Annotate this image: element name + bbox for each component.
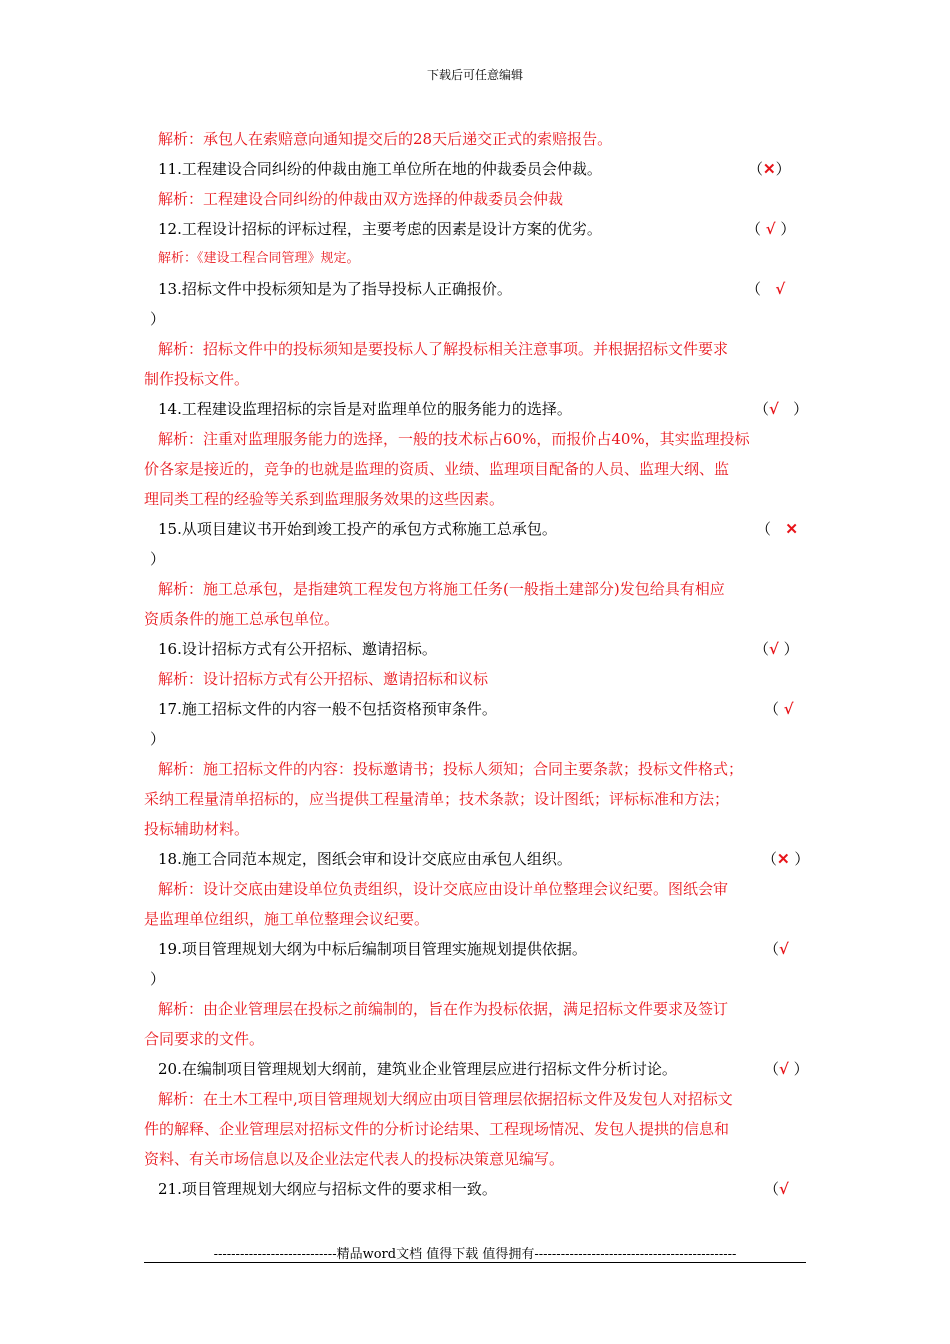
wrapped-paren-line: ）: [150, 550, 166, 568]
page-footer: ----------------------------精品word文档 值得下载 值得拥有----------------------------------------------: [213, 1247, 737, 1262]
mark-open-paren: （: [762, 850, 778, 868]
question-text: 17.施工招标文件的内容一般不包括资格预审条件。: [158, 700, 497, 718]
question-text: 12.工程设计招标的评标过程，主要考虑的因素是设计方案的优劣。: [158, 220, 602, 238]
page-header: 下载后可任意编辑: [426, 68, 523, 82]
question-text: 18.施工合同范本规定，图纸会审和设计交底应由承包人组织。: [158, 850, 572, 868]
question-text: 19.项目管理规划大纲为中标后编制项目管理实施规划提供依据。: [158, 940, 587, 958]
mark-close-paren: ）: [775, 220, 796, 238]
check-icon: √: [775, 280, 786, 298]
analysis-line: 价各家是接近的，竞争的也就是监理的资质、业绩、监理项目配备的人员、监理大纲、监: [144, 460, 730, 478]
answer-mark: [764, 1054, 809, 1084]
mark-open-paren: （: [746, 220, 766, 238]
analysis-line: 解析：《建设工程合同管理》规定。: [158, 251, 360, 266]
analysis-line: 解析：施工招标文件的内容：投标邀请书；投标人须知；合同主要条款；投标文件格式；: [158, 760, 744, 778]
question-text: 14.工程建设监理招标的宗旨是对监理单位的服务能力的选择。: [158, 400, 572, 418]
mark-close-paren: ）: [789, 850, 810, 868]
question-text: 16.设计招标方式有公开招标、邀请招标。: [158, 640, 437, 658]
question-line: [144, 154, 806, 184]
analysis-line: 是监理单位组织，施工单位整理会议纪要。: [144, 910, 430, 928]
question-line: [144, 214, 806, 244]
analysis-line: 合同要求的文件。: [144, 1030, 265, 1048]
question-text: 21.项目管理规划大纲应与招标文件的要求相一致。: [158, 1180, 497, 1198]
answer-mark: [754, 394, 808, 424]
answer-mark: [746, 214, 795, 244]
cross-icon: ✕: [777, 850, 790, 868]
question-line: [144, 634, 806, 664]
check-icon: √: [779, 1180, 789, 1198]
analysis-line: 解析：施工总承包，是指建筑工程发包方将施工任务(一般指土建部分)发包给具有相应: [158, 580, 725, 598]
answer-mark: [756, 514, 798, 544]
question-line: [144, 514, 806, 544]
check-icon: √: [783, 700, 794, 718]
mark-open-paren: （: [764, 940, 780, 958]
analysis-line: 解析：由企业管理层在投标之前编制的，旨在作为投标依据，满足招标文件要求及签订: [158, 1000, 729, 1018]
analysis-line: 理同类工程的经验等关系到监理服务效果的这些因素。: [144, 490, 505, 508]
answer-mark: [754, 634, 799, 664]
question-text: 11.工程建设合同纠纷的仲裁由施工单位所在地的仲裁委员会仲裁。: [158, 160, 602, 178]
answer-mark: [746, 274, 785, 304]
footer-divider: [144, 1262, 806, 1263]
mark-open-paren: （: [754, 640, 770, 658]
mark-close-paren: ）: [778, 400, 809, 418]
wrapped-paren-line: ）: [150, 970, 166, 988]
question-line: [144, 934, 806, 964]
mark-open-paren: （: [748, 160, 764, 178]
check-icon: √: [779, 940, 789, 958]
cross-icon: ✕: [785, 520, 798, 538]
answer-mark: [748, 154, 791, 184]
analysis-line: 投标辅助材料。: [144, 820, 250, 838]
mark-open-paren: （: [764, 1060, 780, 1078]
analysis-line: 解析：注重对监理服务能力的选择，一般的技术标占60%，而报价占40%，其实监理投标: [158, 430, 750, 448]
analysis-line: 资质条件的施工总承包单位。: [144, 610, 340, 628]
question-line: [144, 844, 810, 874]
analysis-line: 解析：招标文件中的投标须知是要投标人了解投标相关注意事项。并根据招标文件要求: [158, 340, 729, 358]
mark-open-paren: （: [754, 400, 770, 418]
mark-open-paren: （: [764, 1180, 780, 1198]
question-text: 15.从项目建议书开始到竣工投产的承包方式称施工总承包。: [158, 520, 557, 538]
answer-mark: [764, 1174, 789, 1204]
analysis-line: 件的解释、企业管理层对招标文件的分析讨论结果、工程现场情况、发包人提拱的信息和: [144, 1120, 730, 1138]
check-icon: √: [769, 640, 779, 658]
check-icon: √: [779, 1060, 789, 1078]
analysis-line: 解析：设计招标方式有公开招标、邀请招标和议标: [158, 670, 489, 688]
question-line: [144, 694, 806, 724]
analysis-line: 采纳工程量清单招标的，应当提供工程量清单；技术条款；设计图纸；评标标准和方法；: [144, 790, 730, 808]
question-line: [144, 1174, 806, 1204]
analysis-line: 制作投标文件。: [144, 370, 250, 388]
mark-close-paren: ）: [778, 640, 799, 658]
cross-icon: ✕: [763, 160, 776, 178]
document-body: [144, 124, 810, 1204]
analysis-line: 解析：承包人在索赔意向通知提交后的28天后递交正式的索赔报告。: [158, 130, 613, 148]
question-line: [144, 274, 806, 304]
answer-mark: [764, 934, 789, 964]
analysis-line: 解析：工程建设合同纠纷的仲裁由双方选择的仲裁委员会仲裁: [158, 190, 564, 208]
mark-close-paren: ）: [775, 160, 791, 178]
mark-open-paren: （: [764, 700, 784, 718]
answer-mark: [762, 844, 809, 874]
analysis-line: 资料、有关市场信息以及企业法定代表人的投标决策意见编写。: [144, 1150, 565, 1168]
mark-close-paren: ）: [788, 1060, 809, 1078]
mark-open-paren: （: [756, 520, 786, 538]
check-icon: √: [765, 220, 776, 238]
question-text: 20.在编制项目管理规划大纲前，建筑业企业管理层应进行招标文件分析讨论。: [158, 1060, 677, 1078]
question-text: 13.招标文件中投标须知是为了指导投标人正确报价。: [158, 280, 512, 298]
analysis-line: 解析：设计交底由建设单位负责组织，设计交底应由设计单位整理会议纪要。图纸会审: [158, 880, 729, 898]
answer-mark: [764, 694, 794, 724]
wrapped-paren-line: ）: [150, 730, 166, 748]
analysis-line: 解析：在土木工程中,项目管理规划大纲应由项目管理层依据招标文件及发包人对招标文: [158, 1090, 733, 1108]
check-icon: √: [769, 400, 779, 418]
question-line: [144, 394, 809, 424]
mark-open-paren: （: [746, 280, 776, 298]
question-line: [144, 1054, 809, 1084]
wrapped-paren-line: ）: [150, 310, 166, 328]
